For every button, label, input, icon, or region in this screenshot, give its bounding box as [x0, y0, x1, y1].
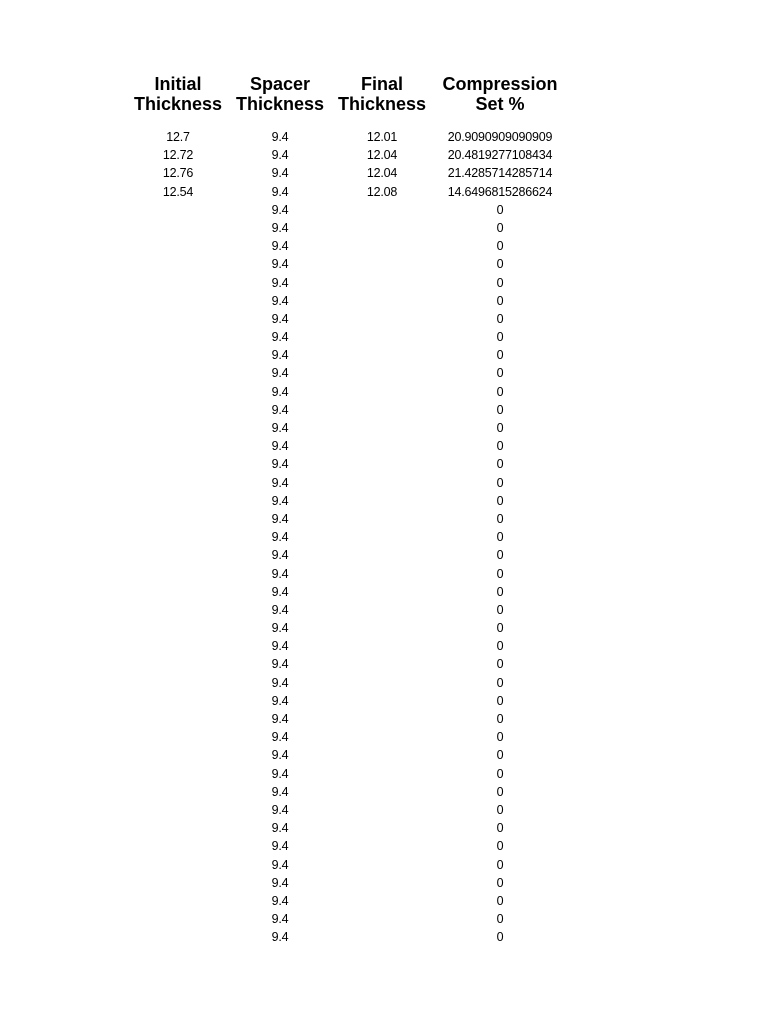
- cell-spacer-thickness: 9.4: [271, 330, 289, 345]
- table-row: [127, 746, 567, 764]
- cell-spacer-thickness: 9.4: [271, 566, 289, 581]
- cell-spacer-thickness: 9.4: [271, 439, 289, 454]
- cell-compression-set: 0: [496, 566, 504, 581]
- table-row: [127, 619, 567, 637]
- cell-compression-set: 0: [496, 511, 504, 526]
- cell-spacer-thickness: 9.4: [271, 748, 289, 763]
- cell-compression-set: 0: [496, 893, 504, 908]
- table-row: [127, 655, 567, 673]
- table-body: [127, 128, 567, 946]
- table-row: [127, 201, 567, 219]
- table-row: [127, 819, 567, 837]
- table-row: [127, 692, 567, 710]
- table-row: [127, 510, 567, 528]
- cell-spacer-thickness: 9.4: [271, 821, 289, 836]
- cell-compression-set: 21.4285714285714: [447, 166, 553, 181]
- cell-compression-set: 0: [496, 639, 504, 654]
- cell-spacer-thickness: 9.4: [271, 402, 289, 417]
- cell-compression-set: 0: [496, 202, 504, 217]
- table-row: [127, 565, 567, 583]
- cell-spacer-thickness: 9.4: [271, 148, 289, 163]
- cell-spacer-thickness: 9.4: [271, 311, 289, 326]
- cell-compression-set: 0: [496, 220, 504, 235]
- table-row: [127, 128, 567, 146]
- cell-compression-set: 0: [496, 821, 504, 836]
- cell-compression-set: 0: [496, 530, 504, 545]
- cell-compression-set: 0: [496, 730, 504, 745]
- table-row: [127, 546, 567, 564]
- cell-spacer-thickness: 9.4: [271, 275, 289, 290]
- cell-spacer-thickness: 9.4: [271, 475, 289, 490]
- cell-compression-set: 0: [496, 766, 504, 781]
- cell-compression-set: 0: [496, 675, 504, 690]
- table-row: [127, 910, 567, 928]
- table-row: [127, 146, 567, 164]
- cell-compression-set: 0: [496, 311, 504, 326]
- cell-spacer-thickness: 9.4: [271, 839, 289, 854]
- cell-spacer-thickness: 9.4: [271, 130, 289, 144]
- table-row: [127, 928, 567, 946]
- cell-spacer-thickness: 9.4: [271, 166, 289, 181]
- table-row: [127, 528, 567, 546]
- table-row: [127, 637, 567, 655]
- cell-spacer-thickness: 9.4: [271, 384, 289, 399]
- cell-compression-set: 20.9090909090909: [447, 130, 553, 144]
- cell-spacer-thickness: 9.4: [271, 930, 289, 945]
- cell-spacer-thickness: 9.4: [271, 457, 289, 472]
- cell-compression-set: 0: [496, 493, 504, 508]
- cell-compression-set: 14.6496815286624: [447, 184, 553, 199]
- cell-compression-set: 0: [496, 784, 504, 799]
- table-row: [127, 856, 567, 874]
- table-header-row: [127, 74, 567, 128]
- cell-compression-set: 0: [496, 475, 504, 490]
- cell-compression-set: 0: [496, 693, 504, 708]
- cell-final-thickness: 12.08: [366, 184, 398, 199]
- header-compression-set: Compression Set %: [442, 74, 558, 114]
- cell-spacer-thickness: 9.4: [271, 493, 289, 508]
- cell-spacer-thickness: 9.4: [271, 530, 289, 545]
- table-row: [127, 364, 567, 382]
- cell-spacer-thickness: 9.4: [271, 675, 289, 690]
- header-initial-thickness: Initial Thickness: [133, 74, 223, 114]
- table-row: [127, 601, 567, 619]
- table-row: [127, 437, 567, 455]
- cell-compression-set: 0: [496, 930, 504, 945]
- table-row: [127, 801, 567, 819]
- cell-spacer-thickness: 9.4: [271, 693, 289, 708]
- cell-spacer-thickness: 9.4: [271, 766, 289, 781]
- cell-compression-set: 0: [496, 384, 504, 399]
- cell-final-thickness: 12.01: [366, 130, 398, 144]
- table-row: [127, 419, 567, 437]
- cell-compression-set: 0: [496, 839, 504, 854]
- table-row: [127, 874, 567, 892]
- table-row: [127, 292, 567, 310]
- cell-spacer-thickness: 9.4: [271, 784, 289, 799]
- cell-spacer-thickness: 9.4: [271, 730, 289, 745]
- cell-compression-set: 0: [496, 330, 504, 345]
- cell-spacer-thickness: 9.4: [271, 421, 289, 435]
- cell-compression-set: 0: [496, 912, 504, 927]
- header-spacer-thickness: Spacer Thickness: [235, 74, 325, 114]
- cell-spacer-thickness: 9.4: [271, 893, 289, 908]
- header-final-thickness: Final Thickness: [337, 74, 427, 114]
- cell-spacer-thickness: 9.4: [271, 621, 289, 636]
- cell-compression-set: 0: [496, 239, 504, 254]
- table-row: [127, 455, 567, 473]
- cell-final-thickness: 12.04: [366, 148, 398, 163]
- cell-compression-set: 0: [496, 621, 504, 636]
- table-row: [127, 674, 567, 692]
- cell-compression-set: 0: [496, 457, 504, 472]
- cell-compression-set: 0: [496, 712, 504, 726]
- cell-spacer-thickness: 9.4: [271, 184, 289, 199]
- cell-spacer-thickness: 9.4: [271, 257, 289, 272]
- table-row: [127, 274, 567, 292]
- table-row: [127, 710, 567, 728]
- cell-spacer-thickness: 9.4: [271, 639, 289, 654]
- table-row: [127, 237, 567, 255]
- cell-compression-set: 0: [496, 748, 504, 763]
- cell-spacer-thickness: 9.4: [271, 912, 289, 927]
- cell-initial-thickness: 12.76: [162, 166, 194, 181]
- table-row: [127, 401, 567, 419]
- cell-spacer-thickness: 9.4: [271, 202, 289, 217]
- cell-compression-set: 0: [496, 257, 504, 272]
- cell-spacer-thickness: 9.4: [271, 602, 289, 617]
- cell-compression-set: 0: [496, 402, 504, 417]
- cell-spacer-thickness: 9.4: [271, 220, 289, 235]
- table-row: [127, 474, 567, 492]
- table-row: [127, 164, 567, 182]
- cell-spacer-thickness: 9.4: [271, 348, 289, 363]
- table-row: [127, 765, 567, 783]
- table-row: [127, 219, 567, 237]
- table-row: [127, 892, 567, 910]
- table-row: [127, 492, 567, 510]
- cell-compression-set: 0: [496, 439, 504, 454]
- table-row: [127, 255, 567, 273]
- cell-compression-set: 0: [496, 421, 504, 435]
- cell-compression-set: 0: [496, 802, 504, 817]
- cell-compression-set: 0: [496, 348, 504, 363]
- cell-spacer-thickness: 9.4: [271, 548, 289, 563]
- table-row: [127, 837, 567, 855]
- cell-spacer-thickness: 9.4: [271, 712, 289, 726]
- table-row: [127, 183, 567, 201]
- cell-spacer-thickness: 9.4: [271, 511, 289, 526]
- table-row: [127, 310, 567, 328]
- cell-initial-thickness: 12.54: [162, 184, 194, 199]
- cell-spacer-thickness: 9.4: [271, 584, 289, 599]
- cell-initial-thickness: 12.7: [166, 130, 190, 144]
- cell-compression-set: 0: [496, 584, 504, 599]
- table-row: [127, 583, 567, 601]
- cell-spacer-thickness: 9.4: [271, 293, 289, 308]
- table-row: [127, 346, 567, 364]
- cell-spacer-thickness: 9.4: [271, 875, 289, 890]
- cell-final-thickness: 12.04: [366, 166, 398, 181]
- cell-compression-set: 0: [496, 275, 504, 290]
- cell-spacer-thickness: 9.4: [271, 657, 289, 672]
- table-row: [127, 728, 567, 746]
- cell-compression-set: 0: [496, 602, 504, 617]
- cell-compression-set: 0: [496, 875, 504, 890]
- cell-spacer-thickness: 9.4: [271, 802, 289, 817]
- cell-compression-set: 0: [496, 857, 504, 872]
- spreadsheet-table: [127, 74, 567, 946]
- cell-compression-set: 0: [496, 293, 504, 308]
- table-row: [127, 328, 567, 346]
- table-row: [127, 383, 567, 401]
- cell-initial-thickness: 12.72: [162, 148, 194, 163]
- table-row: [127, 783, 567, 801]
- cell-compression-set: 0: [496, 548, 504, 563]
- cell-spacer-thickness: 9.4: [271, 239, 289, 254]
- cell-compression-set: 20.4819277108434: [447, 148, 553, 163]
- cell-spacer-thickness: 9.4: [271, 366, 289, 381]
- cell-spacer-thickness: 9.4: [271, 857, 289, 872]
- cell-compression-set: 0: [496, 366, 504, 381]
- cell-compression-set: 0: [496, 657, 504, 672]
